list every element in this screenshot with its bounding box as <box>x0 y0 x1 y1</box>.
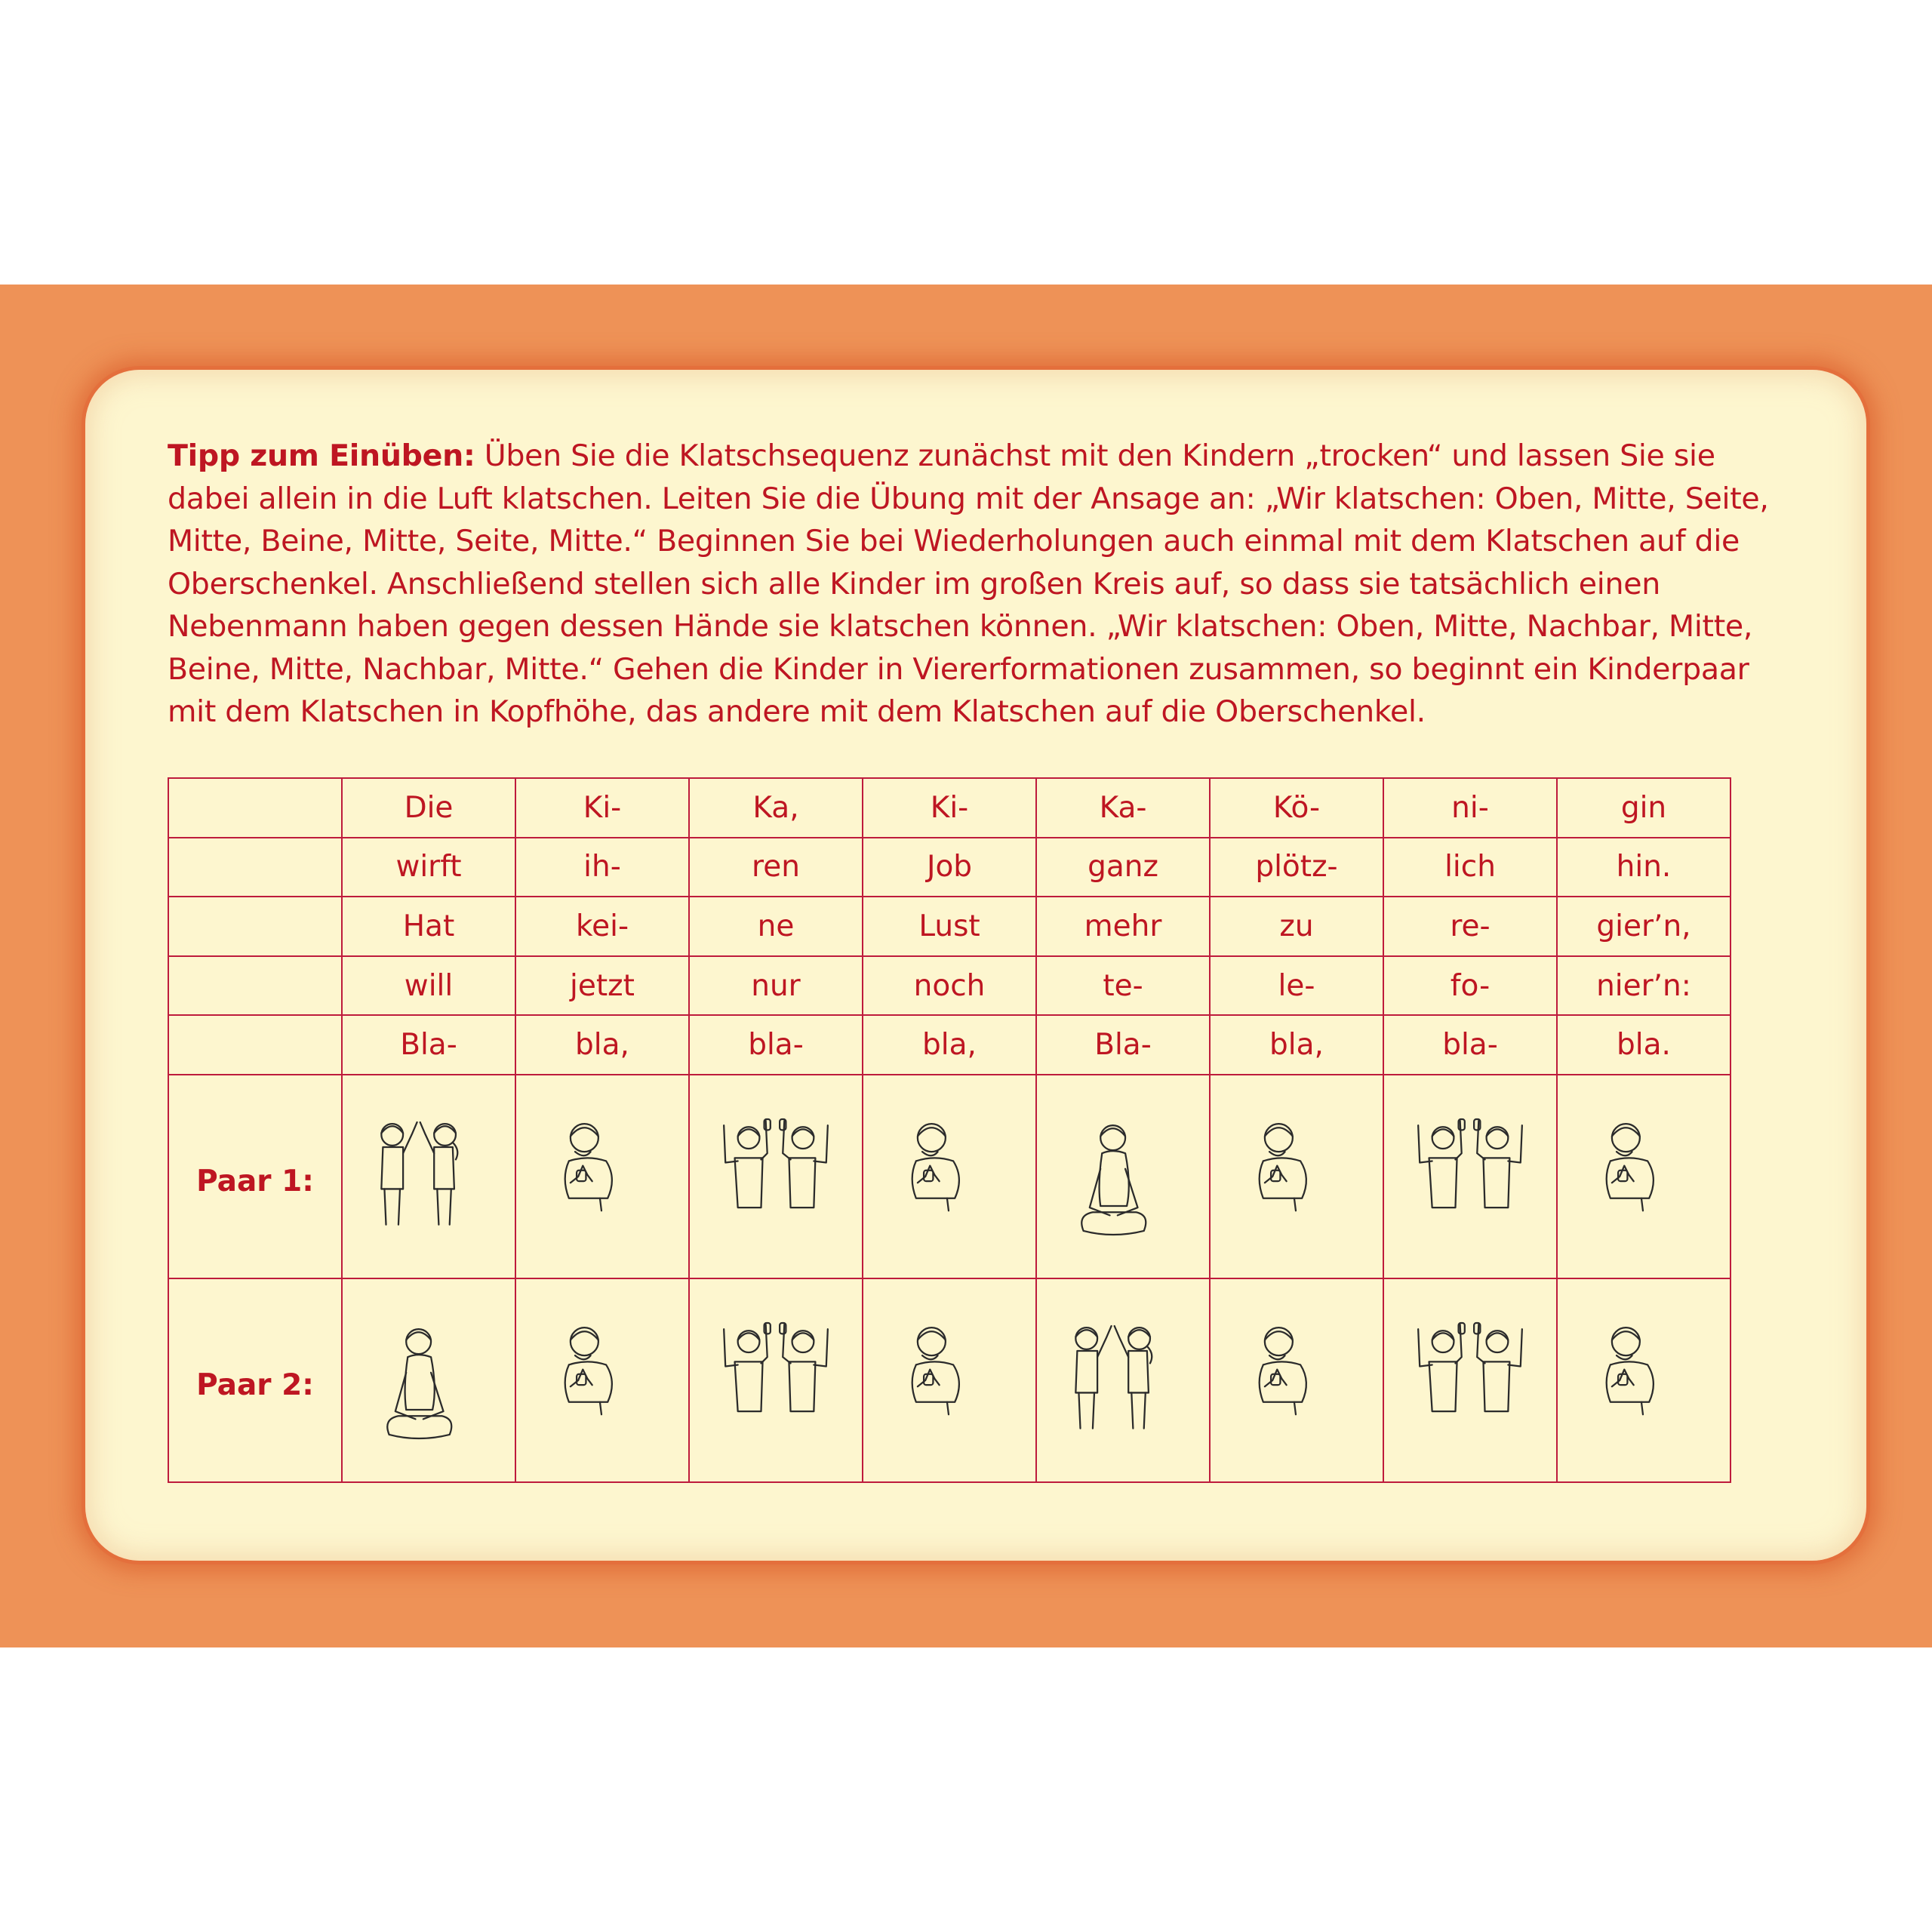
move-cell <box>863 1278 1036 1482</box>
move-cell <box>863 1075 1036 1278</box>
syllable-cell: will <box>342 956 515 1016</box>
lyrics-row <box>168 956 1730 1016</box>
thigh-clap-icon <box>1066 1112 1180 1241</box>
syllable-cell: Kö- <box>1210 778 1383 838</box>
syllable-cell: Ki- <box>863 778 1036 838</box>
syllable-cell: Job <box>863 838 1036 897</box>
syllable-cell: bla- <box>1383 1015 1557 1075</box>
side-clap-icon <box>1414 1316 1527 1444</box>
syllable-cell: nier’n: <box>1557 956 1730 1016</box>
syllable-cell: lich <box>1383 838 1557 897</box>
move-cell <box>1383 1278 1557 1482</box>
syllable-cell: Ka, <box>689 778 863 838</box>
syllable-cell: re- <box>1383 897 1557 956</box>
clap-chest-icon <box>893 1112 1006 1241</box>
syllable-cell: gin <box>1557 778 1730 838</box>
syllable-cell: mehr <box>1036 897 1210 956</box>
side-clap-icon <box>719 1112 832 1241</box>
clap-chest-icon <box>893 1316 1006 1444</box>
clap-chest-icon <box>1240 1112 1353 1241</box>
intro-lead: Tipp zum Einüben: <box>168 438 475 473</box>
syllable-cell: zu <box>1210 897 1383 956</box>
syllable-cell: bla. <box>1557 1015 1730 1075</box>
syllable-cell: nur <box>689 956 863 1016</box>
syllable-cell: bla, <box>863 1015 1036 1075</box>
syllable-cell: Bla- <box>1036 1015 1210 1075</box>
syllable-cell: fo- <box>1383 956 1557 1016</box>
syllable-cell: ne <box>689 897 863 956</box>
syllable-cell: Hat <box>342 897 515 956</box>
syllable-cell: bla- <box>689 1015 863 1075</box>
move-cell <box>515 1075 689 1278</box>
pair-row <box>168 1075 1730 1278</box>
thigh-clap-icon <box>372 1316 485 1444</box>
move-cell <box>1557 1075 1730 1278</box>
syllable-cell: ni- <box>1383 778 1557 838</box>
lyrics-row <box>168 778 1730 838</box>
move-cell <box>1557 1278 1730 1482</box>
syllable-cell: Ka- <box>1036 778 1210 838</box>
intro-paragraph <box>168 435 1775 734</box>
syllable-cell: wirft <box>342 838 515 897</box>
pair-label: Paar 1: <box>168 1075 342 1278</box>
clap-chest-icon <box>1587 1112 1700 1241</box>
partner-clap-icon <box>1066 1316 1180 1444</box>
partner-clap-icon <box>372 1112 485 1241</box>
intro-text: Üben Sie die Klatschsequenz zunächst mit den Kindern „trocken“ und lassen Sie sie dabei allein in die Luft klatschen. Leiten Sie die Übung mit der Ansage an: „Wir klatschen: Oben, Mitte, Seite, Mitte, Beine, Mitte, Seite, Mitte.“ Beginnen Sie bei Wiederholungen auch einmal mit dem Klatschen auf die Oberschenkel. Anschließend stellen sich alle Kinder im großen Kreis auf, so dass sie tatsächlich einen Nebenmann haben gegen dessen Hände sie klatschen können. „Wir klatschen: Oben, Mitte, Nachbar, Mitte, Beine, Mitte, Nachbar, Mitte.“ Gehen die Kinder in Viererformationen zusammen, so beginnt ein Kinderpaar mit dem Klatschen in Kopfhöhe, das andere mit dem Klatschen auf die Oberschenkel. <box>168 438 1769 729</box>
side-clap-icon <box>1414 1112 1527 1241</box>
clap-chest-icon <box>546 1316 659 1444</box>
move-cell <box>342 1278 515 1482</box>
row-label-empty <box>168 897 342 956</box>
syllable-cell: Die <box>342 778 515 838</box>
syllable-cell: ganz <box>1036 838 1210 897</box>
row-label-empty <box>168 778 342 838</box>
syllable-cell: kei- <box>515 897 689 956</box>
syllable-cell: Ki- <box>515 778 689 838</box>
syllable-cell: Bla- <box>342 1015 515 1075</box>
syllable-cell: plötz- <box>1210 838 1383 897</box>
side-clap-icon <box>719 1316 832 1444</box>
row-label-empty <box>168 956 342 1016</box>
move-cell <box>1383 1075 1557 1278</box>
move-cell <box>689 1075 863 1278</box>
move-cell <box>342 1075 515 1278</box>
row-label-empty <box>168 1015 342 1075</box>
syllable-cell: le- <box>1210 956 1383 1016</box>
clap-chest-icon <box>1587 1316 1700 1444</box>
syllable-cell: ren <box>689 838 863 897</box>
syllable-cell: jetzt <box>515 956 689 1016</box>
syllable-cell: noch <box>863 956 1036 1016</box>
move-cell <box>515 1278 689 1482</box>
move-cell <box>1036 1278 1210 1482</box>
pair-row <box>168 1278 1730 1482</box>
pair-label: Paar 2: <box>168 1278 342 1482</box>
syllable-cell: hin. <box>1557 838 1730 897</box>
clapping-table <box>168 777 1731 1483</box>
move-cell <box>689 1278 863 1482</box>
move-cell <box>1210 1075 1383 1278</box>
syllable-cell: ih- <box>515 838 689 897</box>
row-label-empty <box>168 838 342 897</box>
clap-chest-icon <box>546 1112 659 1241</box>
syllable-cell: te- <box>1036 956 1210 1016</box>
move-cell <box>1210 1278 1383 1482</box>
syllable-cell: Lust <box>863 897 1036 956</box>
lyrics-row <box>168 897 1730 956</box>
syllable-cell: bla, <box>515 1015 689 1075</box>
clap-chest-icon <box>1240 1316 1353 1444</box>
syllable-cell: gier’n, <box>1557 897 1730 956</box>
lyrics-row <box>168 838 1730 897</box>
lyrics-row <box>168 1015 1730 1075</box>
syllable-cell: bla, <box>1210 1015 1383 1075</box>
move-cell <box>1036 1075 1210 1278</box>
